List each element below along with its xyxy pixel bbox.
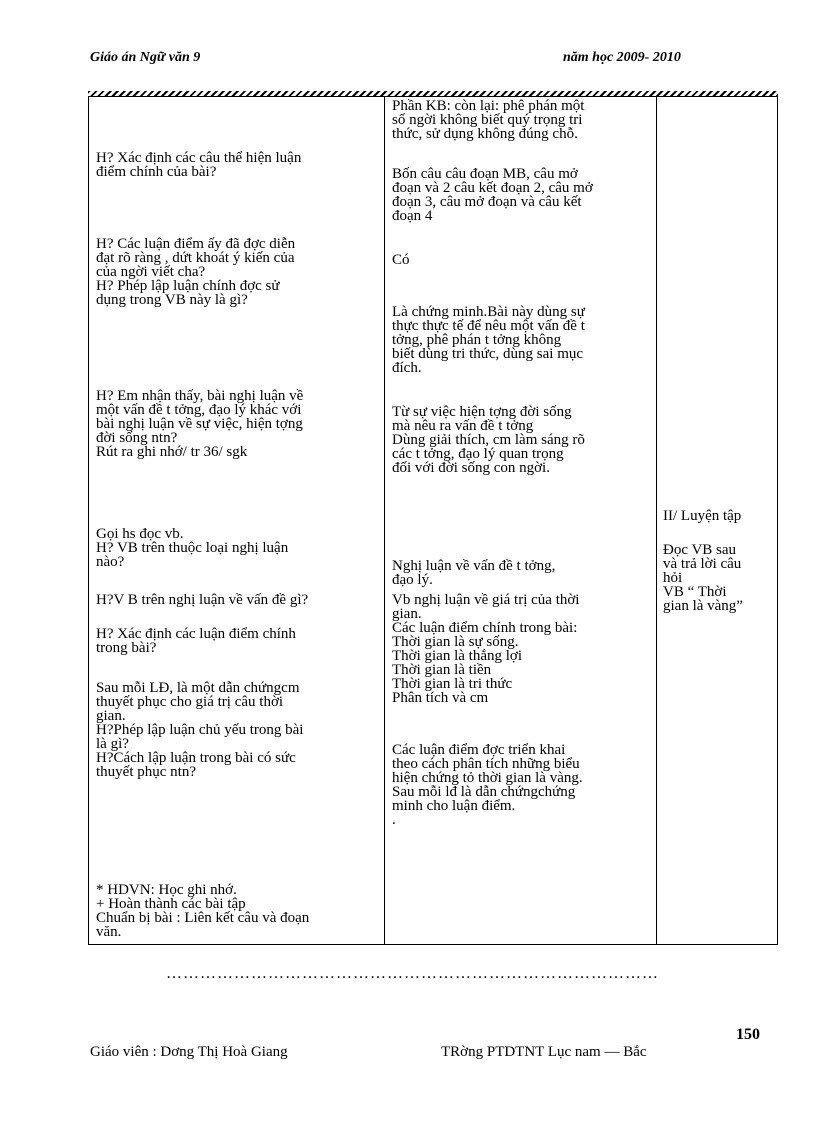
dotted-divider: …………………………………………………………………………… bbox=[166, 965, 659, 982]
footer-school: TRờng PTDTNT Lục nam — Bắc bbox=[441, 1044, 647, 1060]
paragraph: Nghị luận về vấn đề t tởng, đạo lý. bbox=[392, 558, 556, 588]
paragraph: Đọc VB sau và trả lời câu hỏi VB “ Thời gian là vàng” bbox=[663, 542, 743, 614]
paragraph: H? Các luận điểm ấy đã đợc diễn đạt rõ ràng , dứt khoát ý kiến của của ngời viết cha? H? Phép lập luận chính đợc sử dụng trong VB này là gì? bbox=[96, 236, 296, 308]
paragraph: Có bbox=[392, 252, 410, 268]
paragraph: Vb nghị luận về giá trị của thời gian. Các luận điểm chính trong bài: Thời gian là sự sống. Thời gian là thắng lợi Thời gian là tiền Thời gian là tri thức Phân tích và cm bbox=[392, 592, 580, 706]
paragraph: Phần KB: còn lại: phê phán một số ngời không biết quý trọng tri thức, sử dụng không đúng chỗ. bbox=[392, 98, 585, 142]
paragraph: H? Xác định các câu thể hiện luận điểm chính của bài? bbox=[96, 150, 302, 180]
header-school-year: năm học 2009- 2010 bbox=[563, 50, 681, 65]
paragraph: H? Em nhận thấy, bài nghị luận về một vấn đề t tởng, đạo lý khác với bài nghị luận về sự việc, hiện tợng đời sống ntn? Rút ra ghi nhớ/ tr 36/ sgk bbox=[96, 388, 304, 460]
paragraph: Bốn câu câu đoạn MB, câu mở đoạn và 2 câu kết đoạn 2, câu mở đoạn 3, câu mở đoạn và câu kết đoạn 4 bbox=[392, 166, 593, 224]
section-heading: II/ Luyện tập bbox=[663, 508, 742, 524]
paragraph: H? Xác định các luận điểm chính trong bài? bbox=[96, 626, 296, 656]
paragraph: Từ sự việc hiện tợng đời sống mà nêu ra vấn đề t tởng Dùng giải thích, cm làm sáng rõ các t tởng, đạo lý quan trọng đối với đời sống con ngời. bbox=[392, 404, 585, 476]
lesson-table bbox=[88, 96, 778, 945]
paragraph: Sau mỗi LĐ, là một dẫn chứngcm thuyết phục cho giá trị câu thời gian. H?Phép lập luận chủ yếu trong bài là gì? H?Cách lập luận trong bài có sức thuyết phục ntn? bbox=[96, 680, 304, 780]
paragraph: H?V B trên nghị luận về vấn đề gì? bbox=[96, 592, 309, 608]
homework-note: * HDVN: Học ghi nhớ. + Hoàn thành các bài tập Chuẩn bị bài : Liên kết câu và đoạn văn. bbox=[96, 882, 310, 940]
paragraph: Các luận điểm đợc triển khai theo cách phân tích những biểu hiện chứng tỏ thời gian là vàng. Sau mỗi lđ là dẫn chứngchứng minh cho luận điểm. . bbox=[392, 742, 583, 828]
paragraph: Gọi hs đọc vb. H? VB trên thuộc loại nghị luận nào? bbox=[96, 526, 289, 570]
paragraph: Là chứng minh.Bài này dùng sự thực thực tế để nêu một vấn đề t tởng, phê phán t tởng không biết dùng tri thức, dùng sai mục đích. bbox=[392, 304, 585, 376]
page-number: 150 bbox=[736, 1026, 760, 1043]
column-divider bbox=[384, 97, 385, 944]
footer-teacher: Giáo viên : Dơng Thị Hoà Giang bbox=[90, 1044, 288, 1060]
header-title: Giáo án Ngữ văn 9 bbox=[90, 50, 201, 65]
column-divider bbox=[656, 97, 657, 944]
